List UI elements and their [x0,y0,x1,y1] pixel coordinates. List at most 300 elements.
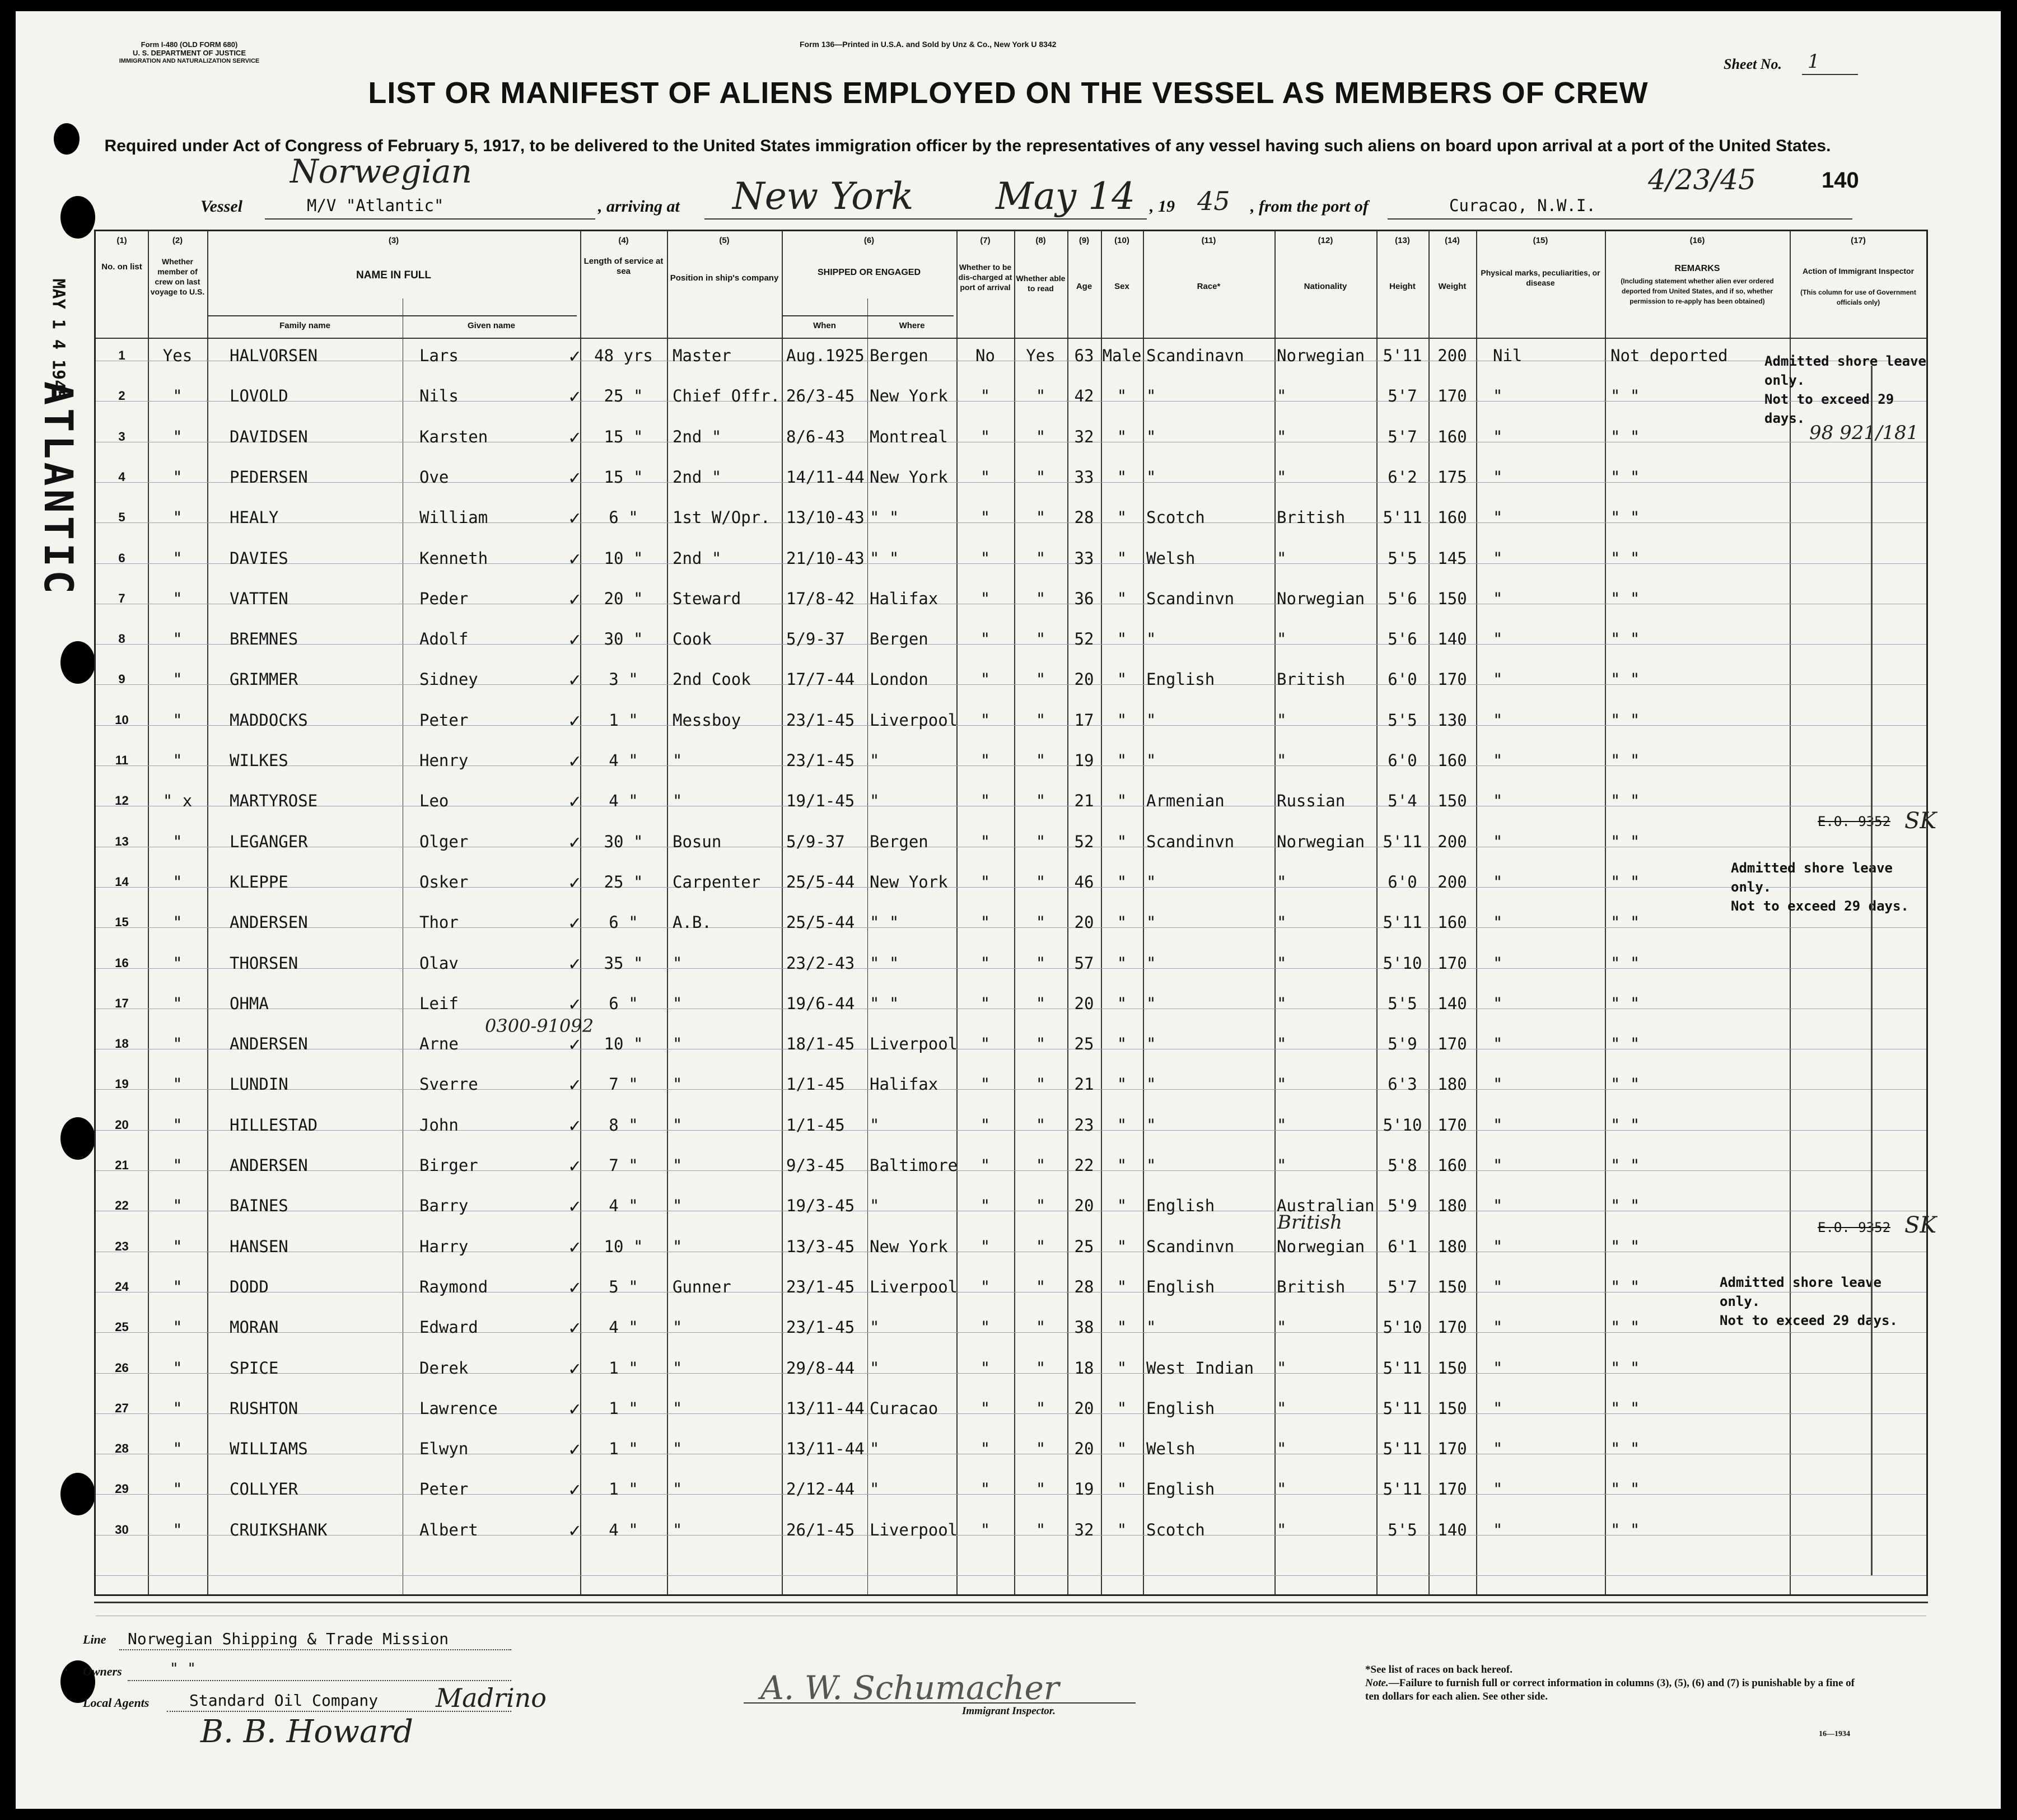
check-mark-icon: ✓ [569,1357,581,1380]
cell-fam: HANSEN [230,1236,288,1256]
header-no-on-list: No. on list [101,262,142,272]
cell-n: 21 [115,1158,129,1172]
cell-len: 6 " [609,913,638,932]
column-number: (14) [1445,236,1460,245]
cell-giv: Lars [419,346,459,365]
cell-giv: Edward [419,1318,478,1337]
printer-note: Form 136—Printed in U.S.A. and Sold by Unz & Co., New York U 8342 [800,40,1057,49]
cell-when: 25/5-44 [786,913,855,932]
cell-n: 27 [115,1401,129,1415]
cell-c2: " [172,1236,183,1256]
punch-hole [60,1117,95,1160]
cell-age: 20 [1074,1439,1094,1459]
cell-read: " [1035,1115,1046,1135]
cell-rem: " " [1610,589,1640,608]
cell-phys: " [1493,548,1503,568]
cell-race: " [1146,386,1156,406]
cell-c2: " [172,872,183,892]
cell-giv: Thor [419,913,459,932]
cell-ht: 5'11 [1383,1398,1422,1418]
cell-pos: Carpenter [673,872,761,892]
cell-giv: Arne [419,1034,459,1054]
cell-c2: " [172,1358,183,1378]
cell-n: 12 [115,794,129,808]
cell-sex: " [1117,1034,1127,1054]
cell-fam: MADDOCKS [230,710,308,730]
cell-phys: " [1493,508,1503,528]
cell-dis: No [975,346,995,365]
cell-c2: " [172,629,183,649]
header-where: Where [899,321,925,330]
cell-len: 4 " [609,751,638,770]
cell-where: Liverpool [870,710,958,730]
limit-text: Not to exceed 29 days. [1764,391,1894,426]
cell-where: " [870,1358,880,1378]
cell-fam: LOVOLD [230,386,288,406]
cell-c2: " [172,993,183,1013]
cell-len: 1 " [609,1480,638,1499]
cell-len: 4 " [609,791,638,811]
cell-when: 26/3-45 [786,386,855,406]
cell-pos: " [673,791,683,811]
cell-c2: " [172,710,183,730]
cell-nat: " [1277,1075,1287,1094]
column-number: (12) [1318,236,1333,245]
cell-when: 13/10-43 [786,508,865,528]
cell-fam: SPICE [230,1358,279,1378]
cell-age: 22 [1074,1156,1094,1175]
cell-rem: " " [1610,1358,1640,1378]
cell-when: 23/1-45 [786,1318,855,1337]
cell-pos: Master [673,346,731,365]
cell-n: 1 [118,348,125,362]
cell-c2: " [172,589,183,608]
cell-giv: Elwyn [419,1439,469,1459]
cell-phys: " [1493,1115,1503,1135]
cell-wt: 140 [1437,629,1467,649]
cell-ht: 6'1 [1388,1236,1417,1256]
cell-nat: " [1277,1034,1287,1054]
cell-pos: " [673,1156,683,1175]
cell-age: 23 [1074,1115,1094,1135]
cell-nat: " [1277,872,1287,892]
cell-len: 4 " [609,1196,638,1216]
check-mark-icon: ✓ [569,1074,581,1096]
cell-rem: " " [1610,1236,1640,1256]
cell-len: 25 " [604,386,643,406]
cell-phys: " [1493,751,1503,770]
initials-22: SK [1904,1212,1937,1238]
cell-rem: " " [1610,1439,1640,1459]
page-subtitle: Required under Act of Congress of February 5, 1917, to be delivered to the United States immigration officer by the representatives of any vessel having such aliens on board upon arrival at a port of the United States. [104,137,1831,155]
cell-n: 3 [118,429,125,444]
cell-c2: " [172,913,183,932]
cell-nat: British [1277,508,1346,528]
cell-dis: " [980,1520,991,1539]
cell-dis: " [980,993,991,1013]
cell-where: " [870,1439,880,1459]
cell-age: 21 [1074,791,1094,811]
cell-ht: 5'4 [1388,791,1417,811]
cell-race: " [1146,1034,1156,1054]
cell-wt: 160 [1437,508,1467,528]
check-mark-icon: ✓ [569,466,581,489]
check-mark-icon: ✓ [569,912,581,935]
cell-when: 8/6-43 [786,427,845,446]
cell-wt: 160 [1437,751,1467,770]
header-position: Position in ship's company [670,273,779,283]
cell-race: Armenian [1146,791,1225,811]
cell-sex: " [1117,913,1127,932]
cell-c2: " [172,1520,183,1539]
cell-where: " [870,1318,880,1337]
cell-c2: " [172,548,183,568]
cell-nat: Norwegian [1277,832,1365,851]
cell-when: 26/1-45 [786,1520,855,1539]
check-mark-icon: ✓ [569,1276,581,1299]
cell-n: 23 [115,1239,129,1253]
header-able-read: Whether able to read [1016,274,1066,293]
cell-giv: Lawrence [419,1398,498,1418]
cell-ht: 5'11 [1383,913,1422,932]
cell-race: English [1146,670,1215,689]
cell-len: 8 " [609,1115,638,1135]
header-remarks-sub: (Including statement whether alien ever ordered deported from United States, and if so, whether permission to re-apply has been obtained) [1621,277,1774,305]
cell-c2: " [172,1398,183,1418]
cell-race: " [1146,993,1156,1013]
cell-race: Scandinvn [1146,832,1235,851]
line-value: Norwegian Shipping & Trade Mission [128,1630,449,1648]
cell-read: " [1035,589,1046,608]
cell-rem: " " [1610,1115,1640,1135]
from-port: Curacao, N.W.I. [1449,196,1596,215]
cell-pos: " [673,1358,683,1378]
cell-read: " [1035,1398,1046,1418]
cell-len: 25 " [604,872,643,892]
cell-where: New York [870,1236,948,1256]
cell-where: " [870,1115,880,1135]
check-mark-icon: ✓ [569,1235,581,1258]
cell-read: " [1035,427,1046,446]
cell-when: Aug.1925 [786,346,865,365]
cell-phys: " [1493,1075,1503,1094]
cell-wt: 170 [1437,670,1467,689]
cell-giv: Barry [419,1196,469,1216]
vessel-name: M/V "Atlantic" [307,196,444,215]
cell-where: New York [870,467,948,487]
cell-nat: " [1277,1115,1287,1135]
cell-pos: " [673,1318,683,1337]
cell-race: " [1146,913,1156,932]
cell-race: " [1146,872,1156,892]
cell-age: 63 [1074,346,1094,365]
stamp-date: MAY 1 4 1945 [48,278,68,400]
vessel-nationality: Norwegian [290,152,472,190]
cell-where: Bergen [870,832,928,851]
cell-sex: " [1117,751,1127,770]
cell-nat: " [1277,993,1287,1013]
cell-race: Scandinavn [1146,346,1244,365]
cell-pos: Cook [673,629,712,649]
cell-c2: Yes [162,346,193,365]
cell-n: 6 [118,550,125,565]
note-label: Note. [1365,1677,1389,1689]
cell-race: " [1146,1075,1156,1094]
sheet-label: Sheet No. [1724,56,1782,72]
cell-len: 10 " [604,1034,643,1054]
cell-age: 42 [1074,386,1094,406]
cell-ht: 5'5 [1388,548,1417,568]
cell-c2: " [172,751,183,770]
column-number: (9) [1078,236,1090,245]
cell-rem: " " [1610,467,1640,487]
cell-where: London [870,670,928,689]
cell-race: English [1146,1277,1215,1296]
cell-giv: Osker [419,872,469,892]
cell-wt: 200 [1437,346,1467,365]
cell-ht: 6'0 [1388,872,1417,892]
cell-phys: " [1493,1480,1503,1499]
cell-giv: Albert [419,1520,478,1539]
year-suffix: 45 [1197,186,1230,216]
cell-dis: " [980,467,991,487]
cell-where: Bergen [870,346,928,365]
crew-table [94,230,1937,1596]
cell-ht: 5'10 [1383,953,1422,973]
cell-giv: Kenneth [419,548,488,568]
cell-race: " [1146,1318,1156,1337]
header-given-name: Given name [467,321,516,330]
cell-ht: 5'6 [1388,589,1417,608]
check-mark-icon: ✓ [569,1195,581,1218]
cell-nat: " [1277,1358,1287,1378]
cell-wt: 200 [1437,832,1467,851]
admitted-note-1 [1764,352,1926,428]
cell-c2: " [172,1277,183,1296]
cell-age: 19 [1074,1480,1094,1499]
cell-where: Liverpool [870,1277,958,1296]
header-name-in-full: NAME IN FULL [356,269,432,281]
cell-race: " [1146,1115,1156,1135]
ditto-line [1871,366,1873,1575]
cell-race: " [1146,1156,1156,1175]
cell-dis: " [980,427,991,446]
note-text: —Failure to furnish full or correct information in columns (3), (5), (6) and (7) is punishable by a fine of ten dollars for each alien. See other side. [1365,1677,1855,1702]
cell-read: " [1035,1156,1046,1175]
cell-n: 9 [118,672,125,687]
cell-giv: Henry [419,751,469,770]
cell-wt: 150 [1437,791,1467,811]
check-mark-icon: ✓ [569,547,581,570]
cell-rem: " " [1610,832,1640,851]
cell-rem: " " [1610,670,1640,689]
cell-read: " [1035,1318,1046,1337]
cell-len: 3 " [609,670,638,689]
cell-dis: " [980,1398,991,1418]
cell-read: " [1035,832,1046,851]
cell-dis: " [980,589,991,608]
cell-dis: " [980,1196,991,1216]
cell-fam: VATTEN [230,589,288,608]
cell-sex: " [1117,1196,1127,1216]
cell-rem: " " [1610,1318,1640,1337]
cell-c2: " [172,467,183,487]
footer-notes [1365,1663,1869,1704]
cell-n: 22 [115,1198,129,1213]
page-title: LIST OR MANIFEST OF ALIENS EMPLOYED ON THE VESSEL AS MEMBERS OF CREW [368,76,1649,110]
cell-rem: " " [1610,993,1640,1013]
stamp-ship: ATLANTIC [35,381,81,598]
cell-wt: 130 [1437,710,1467,730]
cell-rem: " " [1610,1520,1640,1539]
cell-dis: " [980,710,991,730]
column-number: (5) [719,236,730,245]
cell-wt: 160 [1437,913,1467,932]
cell-fam: WILLIAMS [230,1439,308,1459]
cell-where: " [870,1196,880,1216]
cell-sex: " [1117,993,1127,1013]
cell-where: " " [870,508,899,528]
cell-rem: " " [1610,386,1640,406]
cell-pos: 2nd " [673,467,722,487]
check-mark-icon: ✓ [569,952,581,975]
cell-wt: 150 [1437,1277,1467,1296]
cell-len: 10 " [604,1236,643,1256]
check-mark-icon: ✓ [569,790,581,813]
cell-c2: " [172,1196,183,1216]
cell-read: " [1035,467,1046,487]
cell-nat: " [1277,1480,1287,1499]
cell-c2: " x [162,791,193,811]
cell-phys: " [1493,1318,1503,1337]
cell-where: Montreal [870,427,948,446]
cell-sex: " [1117,467,1127,487]
cell-rem: " " [1610,629,1640,649]
cell-when: 5/9-37 [786,832,845,851]
service: IMMIGRATION AND NATURALIZATION SERVICE [119,58,260,64]
cell-nat: British [1277,670,1346,689]
cell-read: " [1035,1236,1046,1256]
cell-pos: " [673,1034,683,1054]
cell-giv: John [419,1115,459,1135]
cell-dis: " [980,1115,991,1135]
cell-nat: " [1277,1439,1287,1459]
cell-ht: 5'11 [1383,1439,1422,1459]
column-number: (17) [1851,236,1866,245]
handwritten-british: British [1277,1211,1342,1234]
header-nationality: Nationality [1304,282,1347,291]
cell-n: 13 [115,834,129,848]
cell-age: 20 [1074,670,1094,689]
cell-dis: " [980,751,991,770]
cell-sex: " [1117,629,1127,649]
cell-giv: Leif [419,993,459,1013]
cell-sex: " [1117,1398,1127,1418]
cell-fam: MORAN [230,1318,279,1337]
header-action-sub: (This column for use of Government officials only) [1800,288,1916,306]
cell-fam: ANDERSEN [230,913,308,932]
arriving-port: New York [732,175,914,218]
cell-nat: Norwegian [1277,1236,1365,1256]
cell-nat: " [1277,953,1287,973]
cell-dis: " [980,670,991,689]
header-height: Height [1389,282,1416,291]
cell-giv: Sidney [419,670,478,689]
cell-sex: Male [1102,346,1142,365]
cell-dis: " [980,953,991,973]
cell-race: Scandinvn [1146,589,1235,608]
cell-giv: Peder [419,589,469,608]
cell-ht: 5'5 [1388,993,1417,1013]
struck-order-12: E.O. 9352 [1818,814,1891,829]
races-note: *See list of races on back hereof. [1365,1664,1512,1676]
cell-giv: William [419,508,488,528]
owners-label: Owners [83,1664,122,1678]
cell-sex: " [1117,1480,1127,1499]
cell-wt: 140 [1437,1520,1467,1539]
check-mark-icon: ✓ [569,871,581,894]
cell-wt: 170 [1437,1439,1467,1459]
cell-phys: " [1493,427,1503,446]
cell-when: 23/1-45 [786,710,855,730]
cell-len: 6 " [609,993,638,1013]
cell-rem: " " [1610,1075,1640,1094]
cell-fam: DAVIES [230,548,288,568]
department: U. S. DEPARTMENT OF JUSTICE [133,49,246,57]
cell-pos: " [673,993,683,1013]
cell-n: 29 [115,1482,129,1496]
cell-phys: " [1493,1156,1503,1175]
cell-when: 13/11-44 [786,1398,865,1418]
column-number: (15) [1533,236,1548,245]
cell-n: 28 [115,1441,129,1456]
cell-when: 14/11-44 [786,467,865,487]
cell-phys: " [1493,1439,1503,1459]
cell-wt: 150 [1437,589,1467,608]
cell-sex: " [1117,1156,1127,1175]
column-number: (3) [388,236,399,245]
cell-where: " " [870,993,899,1013]
cell-sex: " [1117,1439,1127,1459]
cell-age: 32 [1074,1520,1094,1539]
cell-wt: 150 [1437,1358,1467,1378]
cell-n: 20 [115,1117,129,1132]
cell-where: Halifax [870,1075,939,1094]
cell-c2: " [172,1318,183,1337]
admitted-text: Admitted shore leave only. [1764,353,1926,388]
cell-fam: BAINES [230,1196,288,1216]
limit-text: Not to exceed 29 days. [1720,1313,1898,1328]
header-physical: Physical marks, peculiarities, or disease [1481,268,1600,287]
cell-ht: 5'6 [1388,629,1417,649]
cell-read: " [1035,791,1046,811]
cell-when: 17/7-44 [786,670,855,689]
cell-phys: " [1493,629,1503,649]
cell-phys: " [1493,589,1503,608]
cell-age: 57 [1074,953,1094,973]
inspector-signature: A. W. Schumacher [760,1669,1059,1707]
check-mark-icon: ✓ [569,1114,581,1137]
cell-phys: " [1493,670,1503,689]
cell-where: " [870,791,880,811]
check-mark-icon: ✓ [569,587,581,610]
cell-c2: " [172,670,183,689]
cell-ht: 5'11 [1383,1480,1422,1499]
cell-n: 2 [118,389,125,403]
cell-dis: " [980,508,991,528]
punch-hole [54,123,80,155]
cell-rem: " " [1610,791,1640,811]
